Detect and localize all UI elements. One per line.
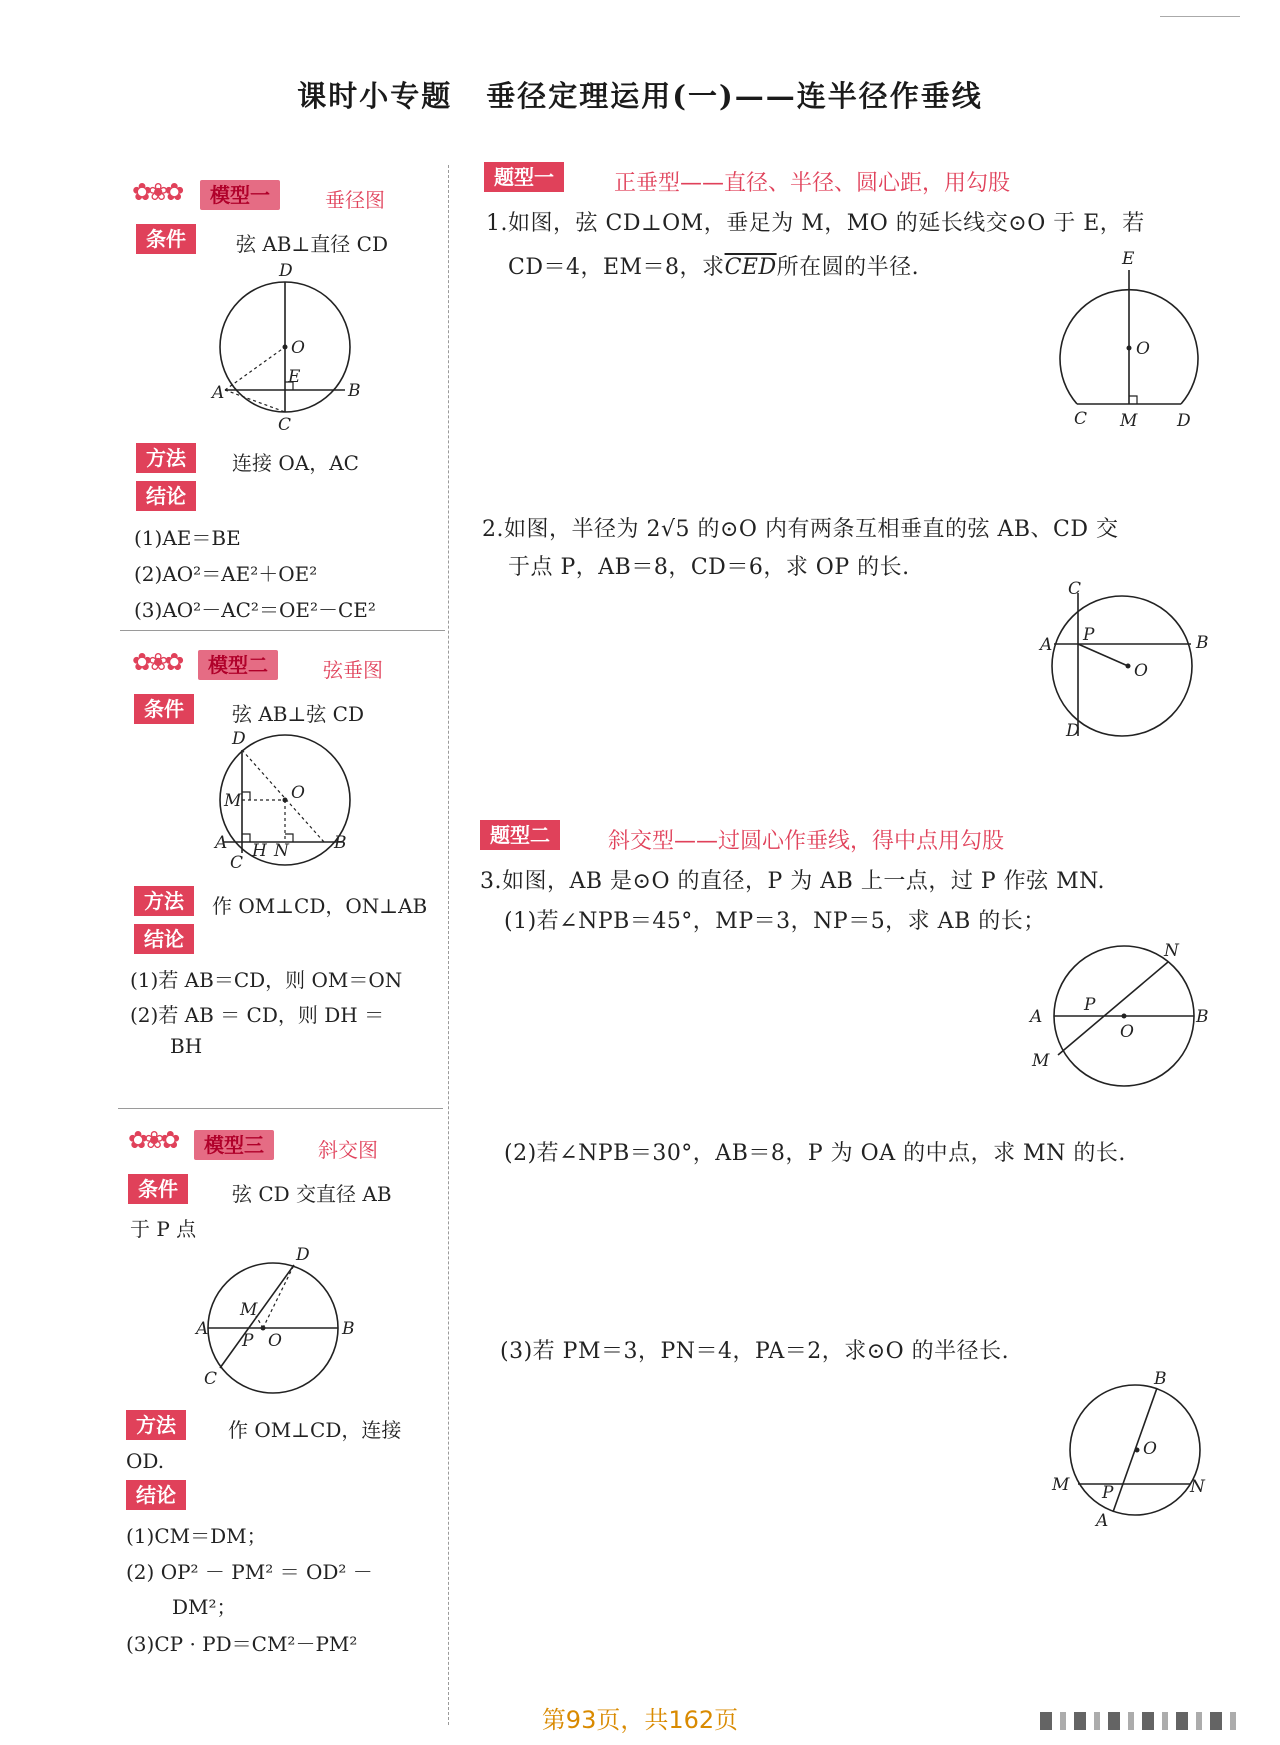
model-3-concl-2: (2) OP² － PM² ＝ OD² － [126, 1560, 373, 1584]
model-1-tag: 模型一 [200, 180, 280, 210]
model-2-concl-1: (1)若 AB＝CD，则 OM＝ON [130, 968, 403, 992]
label-B: B [1154, 1369, 1167, 1389]
model-2-method-label: 方法 [134, 886, 194, 916]
label-B: B [1196, 633, 1209, 653]
model-3-cond-label: 条件 [128, 1174, 188, 1204]
model-1-cond: 弦 AB⊥直径 CD [236, 232, 389, 256]
model-2-concl-2: (2)若 AB ＝ CD，则 DH ＝ [130, 1003, 385, 1027]
problem-2-line-2: 于点 P，AB＝8，CD＝6，求 OP 的长. [508, 555, 910, 580]
model-1-concl-3: (3)AO²－AC²＝OE²－CE² [134, 598, 376, 622]
label-B: B [334, 833, 347, 853]
label-P: P [1084, 995, 1096, 1015]
model-3-tag: 模型三 [194, 1130, 274, 1160]
label-A: A [1030, 1007, 1043, 1027]
label-B: B [342, 1319, 355, 1339]
label-M: M [1120, 411, 1138, 431]
model-2-concl-3: BH [170, 1034, 203, 1058]
label-C: C [278, 415, 292, 435]
label-A: A [215, 833, 228, 853]
model-3-concl-4: (3)CP · PD＝CM²－PM² [126, 1632, 358, 1656]
model-1-concl-2: (2)AO²＝AE²＋OE² [134, 562, 318, 586]
page-counter: 第93页，共162页 [541, 1706, 739, 1734]
label-M: M [240, 1300, 258, 1320]
label-D: D [1066, 721, 1080, 741]
label-P: P [242, 1331, 254, 1351]
label-A: A [1096, 1511, 1109, 1531]
title-prefix: 课时小专题 [297, 79, 453, 113]
label-D: D [232, 729, 246, 749]
model-3-method-2: OD. [126, 1449, 165, 1473]
flower-icon: ✿❀✿ [132, 648, 181, 676]
problem-2-figure [1036, 579, 1216, 746]
label-C: C [1068, 579, 1082, 599]
label-D: D [1177, 411, 1191, 431]
label-N: N [1164, 941, 1179, 961]
model-1-method: 连接 OA，AC [232, 451, 359, 475]
type-2-desc: 斜交型——过圆心作垂线，得中点用勾股 [608, 829, 1005, 854]
label-B: B [1196, 1007, 1209, 1027]
label-C: C [1074, 409, 1088, 429]
label-M: M [1032, 1051, 1050, 1071]
model-2-tag: 模型二 [198, 650, 278, 680]
label-H: H [252, 841, 267, 861]
type-1-desc: 正垂型——直径、半径、圆心距，用勾股 [614, 171, 1011, 196]
label-A: A [1040, 635, 1053, 655]
label-C: C [204, 1369, 218, 1389]
problem-1-line-1: 1.如图，弦 CD⊥OM，垂足为 M，MO 的延长线交⊙O 于 E，若 [486, 211, 1145, 236]
type-2-tag: 题型二 [480, 820, 560, 850]
top-rule [1160, 16, 1240, 17]
label-O: O [1120, 1022, 1134, 1042]
model-divider-1 [120, 630, 445, 631]
model-2-cond: 弦 AB⊥弦 CD [232, 702, 365, 726]
label-E: E [288, 367, 301, 387]
model-3-name: 斜交图 [318, 1138, 378, 1162]
label-M: M [1052, 1475, 1070, 1495]
problem-1-line-2 [508, 250, 919, 281]
model-1-cond-label: 条件 [136, 224, 196, 254]
flower-icon: ✿❀✿ [128, 1126, 177, 1154]
problem-3-figure-1 [1020, 940, 1220, 1100]
model-1-name: 垂径图 [325, 188, 385, 212]
label-C: C [230, 853, 244, 873]
label-P: P [1102, 1483, 1114, 1503]
label-P: P [1083, 625, 1095, 645]
type-1-tag: 题型一 [484, 162, 564, 192]
label-O: O [1143, 1439, 1157, 1459]
model-2-concl-label: 结论 [134, 924, 194, 954]
label-A: A [212, 383, 225, 403]
column-divider [448, 165, 449, 1725]
model-2-cond-label: 条件 [134, 694, 194, 724]
model-2-name: 弦垂图 [323, 658, 383, 682]
problem-3-q2: (2)若∠NPB＝30°，AB＝8，P 为 OA 的中点，求 MN 的长. [504, 1141, 1126, 1166]
title-main: 垂径定理运用(一)——连半径作垂线 [486, 79, 983, 113]
label-N: N [1190, 1477, 1205, 1497]
label-O: O [1134, 661, 1148, 681]
model-1-figure [200, 262, 380, 442]
problem-3-line-1: 3.如图，AB 是⊙O 的直径，P 为 AB 上一点，过 P 作弦 MN. [480, 869, 1105, 894]
scan-artifact [1040, 1712, 1240, 1730]
problem-1-line-2b: 所在圆的半径. [776, 255, 920, 280]
model-3-method: 作 OM⊥CD，连接 [228, 1418, 402, 1442]
model-3-concl-1: (1)CM＝DM； [126, 1524, 267, 1548]
label-O: O [1136, 339, 1150, 359]
model-3-figure [190, 1245, 360, 1408]
label-D: D [296, 1245, 310, 1265]
model-3-concl-3: DM²； [172, 1595, 237, 1619]
label-A: A [196, 1319, 209, 1339]
problem-1-figure [1060, 249, 1240, 432]
label-O: O [291, 338, 305, 358]
label-E: E [1122, 249, 1135, 269]
page-title [0, 74, 1280, 115]
arc-CED: $\overline{CED}$ [724, 255, 777, 280]
model-1-concl-1: (1)AE＝BE [134, 526, 241, 550]
label-O: O [268, 1331, 282, 1351]
problem-2-line-1: 2.如图，半径为 2√5 的⊙O 内有两条互相垂直的弦 AB、CD 交 [482, 517, 1119, 542]
flower-icon: ✿❀✿ [132, 178, 181, 206]
model-3-method-label: 方法 [126, 1410, 186, 1440]
problem-3-q3: (3)若 PM＝3，PN＝4，PA＝2，求⊙O 的半径长. [500, 1339, 1010, 1364]
label-O: O [291, 783, 305, 803]
model-1-method-label: 方法 [136, 443, 196, 473]
model-divider-2 [118, 1108, 443, 1109]
problem-1-line-2a: CD＝4，EM＝8，求 [508, 255, 725, 280]
problem-3-figure-2 [1040, 1370, 1240, 1540]
model-3-cond-2: 于 P 点 [130, 1217, 197, 1241]
problem-3-q1: (1)若∠NPB＝45°，MP＝3，NP＝5，求 AB 的长； [504, 909, 1046, 934]
model-2-method: 作 OM⊥CD，ON⊥AB [212, 894, 428, 918]
label-B: B [348, 381, 361, 401]
model-2-figure [212, 728, 362, 878]
model-3-cond: 弦 CD 交直径 AB [232, 1182, 392, 1206]
model-3-concl-label: 结论 [126, 1480, 186, 1510]
label-M: M [224, 791, 242, 811]
label-N: N [274, 841, 289, 861]
model-1-concl-label: 结论 [136, 481, 196, 511]
label-D: D [279, 261, 293, 281]
